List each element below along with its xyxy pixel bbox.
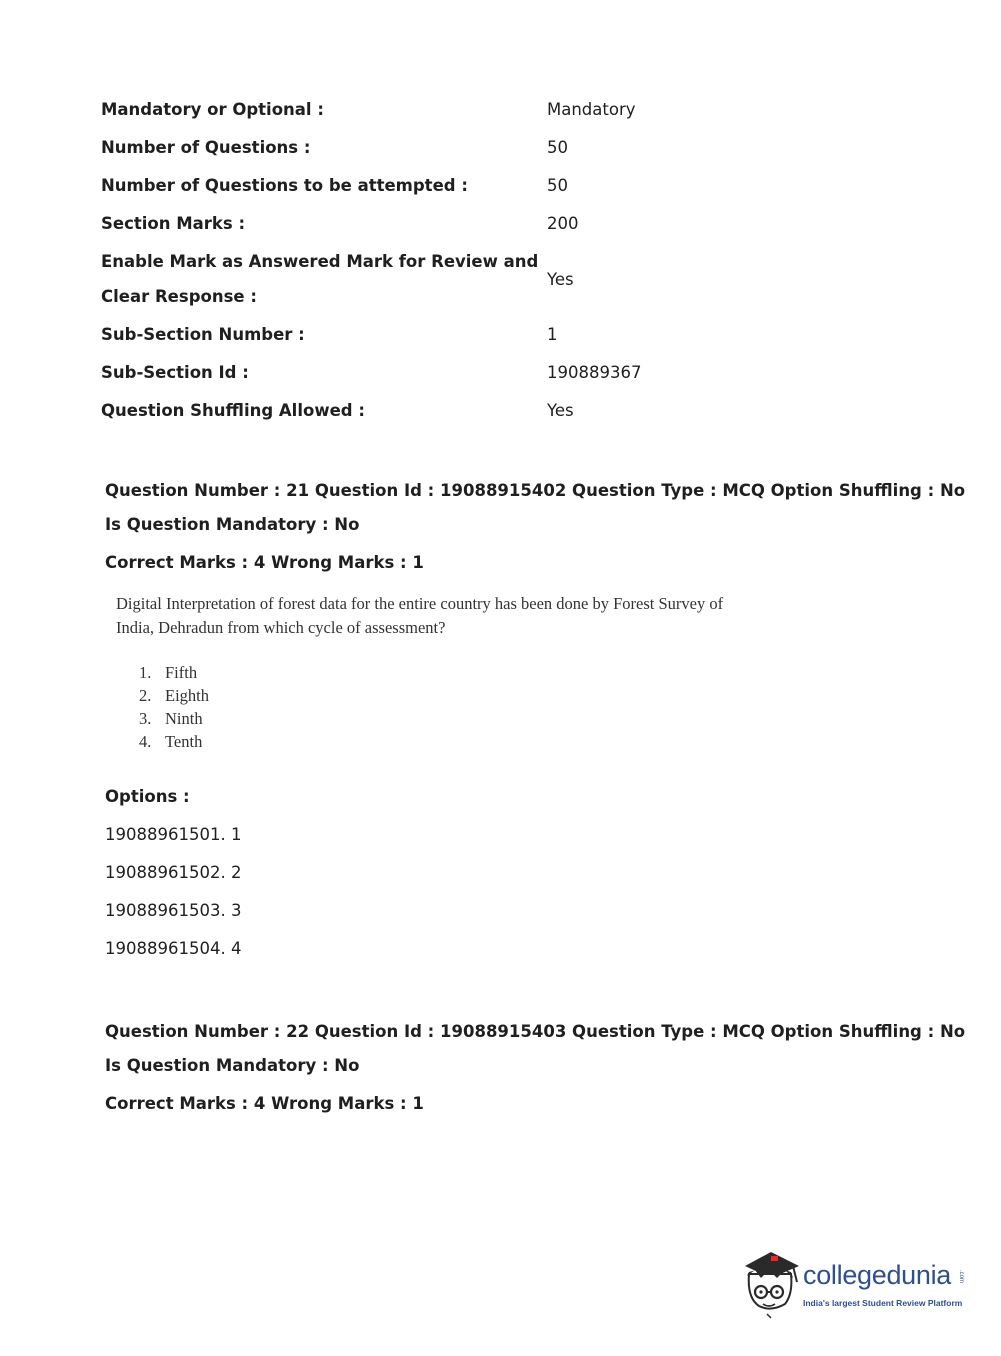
question-21-header: Question Number : 21 Question Id : 19088915402 Question Type : MCQ Option Shuffling : No (105, 481, 966, 500)
question-21-choices (139, 661, 209, 753)
question-22-header: Question Number : 22 Question Id : 19088915403 Question Type : MCQ Option Shuffling : No (105, 1022, 966, 1041)
choice-text: Ninth (165, 709, 203, 728)
meta-key: Number of Questions : (101, 138, 311, 157)
choice-text: Eighth (165, 686, 209, 705)
question-text-line: India, Dehradun from which cycle of assessment? (116, 618, 446, 637)
option-item: 19088961503. 3 (105, 901, 242, 920)
meta-key: Mandatory or Optional : (101, 100, 324, 119)
choice-number: 2. (139, 686, 152, 705)
mascot-icon (741, 1248, 803, 1320)
collegedunia-logo (741, 1248, 971, 1320)
choice-item (139, 661, 209, 684)
question-22-marks: Correct Marks : 4 Wrong Marks : 1 (105, 1094, 424, 1113)
meta-key-line1: Enable Mark as Answered Mark for Review and (101, 252, 539, 271)
choice-number: 4. (139, 732, 152, 751)
choice-item (139, 684, 209, 707)
logo-wordmark: collegedunia (803, 1260, 952, 1290)
logo-tld: .com (958, 1270, 964, 1284)
choice-number: 1. (139, 663, 152, 682)
meta-value: 200 (547, 214, 579, 233)
meta-value: 50 (547, 138, 568, 157)
question-22-mandatory: Is Question Mandatory : No (105, 1056, 360, 1075)
choice-item (139, 730, 209, 753)
meta-key: Section Marks : (101, 214, 246, 233)
meta-key: Sub-Section Number : (101, 325, 305, 344)
choice-item (139, 707, 209, 730)
meta-key-line2: Clear Response : (101, 287, 257, 306)
meta-value: 50 (547, 176, 568, 195)
meta-value: 190889367 (547, 363, 642, 382)
choice-number: 3. (139, 709, 152, 728)
meta-key: Sub-Section Id : (101, 363, 249, 382)
logo-tagline: India's largest Student Review Platform (803, 1298, 963, 1308)
meta-value: 1 (547, 325, 558, 344)
choice-text: Fifth (165, 663, 198, 682)
meta-value: Yes (547, 401, 574, 420)
option-item: 19088961504. 4 (105, 939, 242, 958)
choice-text: Tenth (165, 732, 203, 751)
meta-key: Question Shuffling Allowed : (101, 401, 365, 420)
option-item: 19088961501. 1 (105, 825, 242, 844)
meta-value: Yes (547, 270, 574, 289)
meta-key: Number of Questions to be attempted : (101, 176, 468, 195)
question-21-text (116, 592, 756, 640)
options-label: Options : (105, 787, 190, 806)
meta-value: Mandatory (547, 100, 636, 119)
question-21-marks: Correct Marks : 4 Wrong Marks : 1 (105, 553, 424, 572)
question-21-mandatory: Is Question Mandatory : No (105, 515, 360, 534)
option-item: 19088961502. 2 (105, 863, 242, 882)
question-text-line: Digital Interpretation of forest data for the entire country has been done by Forest Survey of (116, 594, 724, 613)
